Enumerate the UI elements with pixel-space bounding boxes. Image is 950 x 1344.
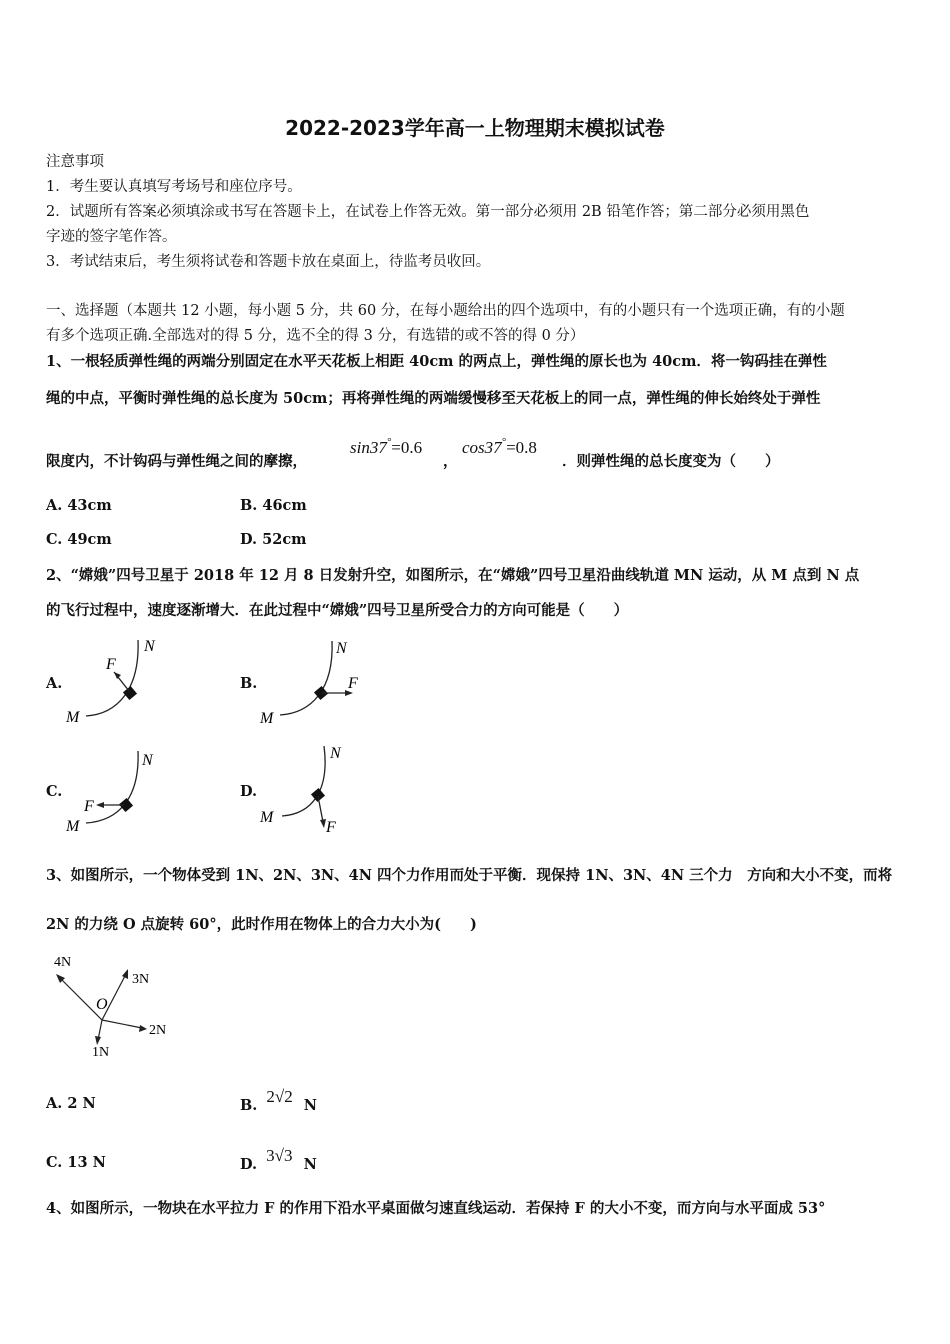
label-f: F xyxy=(84,798,94,815)
label-m: M xyxy=(260,809,274,826)
label-f: F xyxy=(106,656,116,673)
notice-item-2: 2．试题所有答案必须填涂或书写在答题卡上，在试卷上作答无效。第一部分必须用 2B 铅笔作答；第二部分必须用黑色 xyxy=(46,204,810,220)
label-2n: 2N xyxy=(149,1023,167,1038)
label-n: N xyxy=(330,745,341,762)
option-d-unit: N xyxy=(303,1156,317,1173)
q3-option-d[interactable]: D. 3√3 N xyxy=(240,1146,317,1173)
section-heading-cont: 有多个选项正确.全部选对的得 5 分，选不全的得 3 分，有选错的或不答的得 0 分） xyxy=(46,328,585,344)
q1-stem-line1: 1、一根轻质弹性绳的两端分别固定在水平天花板上相距 40cm 的两点上，弹性绳的原长也为 40cm．将一钩码挂在弹性 xyxy=(46,353,827,370)
q1-option-c[interactable]: C. 49cm xyxy=(46,531,112,548)
force-arrow-head xyxy=(114,672,121,679)
label-3n: 3N xyxy=(132,972,150,987)
q3-option-c[interactable]: C. 13 N xyxy=(46,1154,106,1171)
q2-figure-c xyxy=(62,745,172,840)
q1-option-a[interactable]: A. 43cm xyxy=(46,497,112,514)
q3-force-diagram xyxy=(46,950,186,1060)
q2-option-a[interactable]: A. xyxy=(46,675,63,692)
force-2n-line xyxy=(102,1020,142,1028)
option-b-value: 2√2 xyxy=(266,1087,293,1106)
q2-figure-d xyxy=(256,740,366,840)
label-m: M xyxy=(66,709,80,726)
label-n: N xyxy=(144,638,155,655)
label-m: M xyxy=(66,818,80,835)
q2-figure-b xyxy=(256,635,376,730)
trajectory-curve xyxy=(86,640,138,716)
q2-figure-a xyxy=(62,632,172,727)
q3-option-a[interactable]: A. 2 N xyxy=(46,1095,96,1112)
q1-option-d[interactable]: D. 52cm xyxy=(240,531,307,548)
option-b-unit: N xyxy=(303,1097,318,1114)
page-title: 2022-2023学年高一上物理期末模拟试卷 xyxy=(285,116,665,140)
notice-item-2-cont: 字迹的签字笔作答。 xyxy=(46,229,177,245)
q1-stem-line3b: ．则弹性绳的总长度变为（ ） xyxy=(562,453,780,470)
q1-option-b[interactable]: B. 46cm xyxy=(240,497,307,514)
q4-stem-line1: 4、如图所示，一物块在水平拉力 F 的作用下沿水平桌面做匀速直线运动．若保持 F 的大小不变，而方向与水平面成 53° xyxy=(46,1200,826,1217)
section-heading: 一、选择题（本题共 12 小题，每小题 5 分，共 60 分，在每小题给出的四个选项中，有的小题只有一个选项正确，有的小题 xyxy=(46,303,845,319)
q1-stem-line2: 绳的中点，平衡时弹性绳的总长度为 50cm；再将弹性绳的两端缓慢移至天花板上的同一点，弹性绳的伸长始终处于弹性 xyxy=(46,390,821,407)
label-f: F xyxy=(348,675,358,692)
q1-stem-line3a: 限度内，不计钩码与弹性绳之间的摩擦， xyxy=(46,453,307,470)
label-1n: 1N xyxy=(92,1045,110,1060)
notice-heading: 注意事项 xyxy=(46,154,104,170)
label-f: F xyxy=(326,819,336,836)
q2-stem-line2: 的飞行过程中，速度逐渐增大．在此过程中“嫦娥”四号卫星所受合力的方向可能是（ ） xyxy=(46,602,629,619)
option-d-value: 3√3 xyxy=(266,1146,293,1165)
label-n: N xyxy=(142,752,153,769)
notice-item-1: 1．考生要认真填写考场号和座位序号。 xyxy=(46,179,302,195)
q1-cos-formula: cos37°=0.8 xyxy=(462,436,537,457)
satellite-block xyxy=(123,686,137,700)
q2-option-b[interactable]: B. xyxy=(240,675,258,692)
q2-option-d[interactable]: D. xyxy=(240,783,258,800)
notice-item-3: 3．考试结束后，考生须将试卷和答题卡放在桌面上，待监考员收回。 xyxy=(46,254,491,270)
label-m: M xyxy=(260,710,274,727)
q3-stem-line1: 3、如图所示，一个物体受到 1N、2N、3N、4N 四个力作用而处于平衡．现保持 1N、3N、4N 三个力 方向和大小不变，而将 xyxy=(46,867,893,884)
q3-option-b[interactable]: B. 2√2 N xyxy=(240,1087,318,1114)
q1-comma: ， xyxy=(443,453,458,470)
q3-stem-line2: 2N 的力绕 O 点旋转 60°，此时作用在物体上的合力大小为( ) xyxy=(46,916,477,933)
label-o: O xyxy=(96,996,108,1013)
q2-stem-line1: 2、“嫦娥”四号卫星于 2018 年 12 月 8 日发射升空，如图所示，在“嫦娥”四号卫星沿曲线轨道 MN 运动，从 M 点到 N 点 xyxy=(46,567,860,584)
q1-sin-formula: sin37°=0.6 xyxy=(350,436,423,457)
q2-option-c[interactable]: C. xyxy=(46,783,63,800)
label-4n: 4N xyxy=(54,955,72,970)
label-n: N xyxy=(336,640,347,657)
